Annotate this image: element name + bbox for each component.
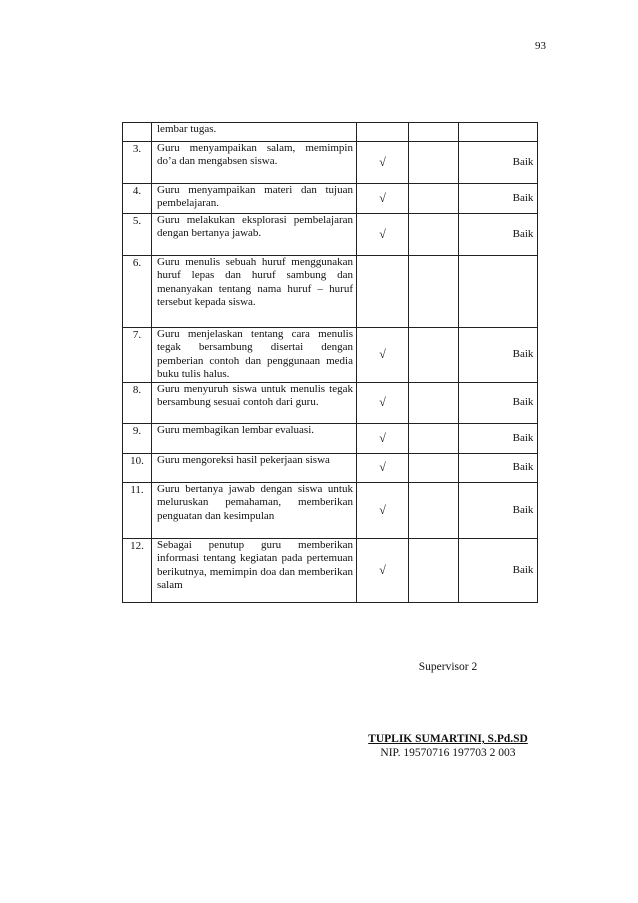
- row-check: √: [357, 184, 409, 214]
- signature-nip: NIP. 19570716 197703 2 003: [380, 747, 516, 759]
- table-row: [123, 256, 538, 328]
- row-remark: Baik: [459, 328, 538, 383]
- row-remark: Baik: [459, 454, 538, 483]
- table-row: [123, 328, 538, 383]
- row-remark: Baik: [459, 539, 538, 603]
- table-row: [123, 142, 538, 184]
- row-remark: Baik: [459, 214, 538, 256]
- table-row: [123, 539, 538, 603]
- row-check: √: [357, 142, 409, 184]
- row-check-empty: [409, 328, 459, 383]
- row-description: Guru mengoreksi hasil pekerjaan siswa: [152, 454, 357, 483]
- signature-name: TUPLIK SUMARTINI, S.Pd.SD: [368, 733, 528, 745]
- signature-label: Supervisor 2: [418, 661, 478, 673]
- row-check: √: [357, 454, 409, 483]
- table-row: [123, 184, 538, 214]
- row-description: Guru menyampaikan materi dan tujuan pembelajaran.: [152, 184, 357, 214]
- observation-table: [122, 122, 538, 603]
- table-row: [123, 383, 538, 424]
- row-number: 12.: [123, 539, 152, 603]
- row-check-empty: [409, 539, 459, 603]
- row-check: [357, 256, 409, 328]
- row-remark: Baik: [459, 184, 538, 214]
- row-description: Sebagai penutup guru memberikan informasi tentang kegiatan pada pertemuan berikutnya, memimpin doa dan memberikan salam: [152, 539, 357, 603]
- row-check-empty: [409, 123, 459, 142]
- row-check-empty: [409, 142, 459, 184]
- row-description: Guru menyuruh siswa untuk menulis tegak bersambung sesuai contoh dari guru.: [152, 383, 357, 424]
- table-row: [123, 214, 538, 256]
- row-remark: [459, 256, 538, 328]
- row-check: √: [357, 539, 409, 603]
- row-check-empty: [409, 256, 459, 328]
- row-description: Guru melakukan eksplorasi pembelajaran dengan bertanya jawab.: [152, 214, 357, 256]
- row-remark: [459, 123, 538, 142]
- row-check-empty: [409, 383, 459, 424]
- row-description: Guru membagikan lembar evaluasi.: [152, 424, 357, 454]
- row-check-empty: [409, 454, 459, 483]
- row-remark: Baik: [459, 424, 538, 454]
- row-check-empty: [409, 483, 459, 539]
- table-row: [123, 424, 538, 454]
- row-remark: Baik: [459, 142, 538, 184]
- row-check: √: [357, 483, 409, 539]
- row-check: √: [357, 328, 409, 383]
- page-number: 93: [535, 40, 546, 52]
- row-number: 7.: [123, 328, 152, 383]
- row-check: √: [357, 383, 409, 424]
- row-description: Guru bertanya jawab dengan siswa untuk meluruskan pemahaman, memberikan penguatan dan kesimpulan: [152, 483, 357, 539]
- row-number: 6.: [123, 256, 152, 328]
- row-number: 8.: [123, 383, 152, 424]
- row-check: √: [357, 424, 409, 454]
- row-remark: Baik: [459, 383, 538, 424]
- observation-table-body: [123, 123, 538, 603]
- row-number: 4.: [123, 184, 152, 214]
- row-check-empty: [409, 214, 459, 256]
- row-check-empty: [409, 424, 459, 454]
- table-row: [123, 483, 538, 539]
- row-number: [123, 123, 152, 142]
- row-number: 11.: [123, 483, 152, 539]
- table-row: [123, 123, 538, 142]
- row-check: √: [357, 214, 409, 256]
- row-number: 10.: [123, 454, 152, 483]
- row-check-empty: [409, 184, 459, 214]
- row-description: Guru menyampaikan salam, memimpin do’a dan mengabsen siswa.: [152, 142, 357, 184]
- row-remark: Baik: [459, 483, 538, 539]
- row-number: 5.: [123, 214, 152, 256]
- row-check: [357, 123, 409, 142]
- table-row: [123, 454, 538, 483]
- row-number: 3.: [123, 142, 152, 184]
- row-description: Guru menjelaskan tentang cara menulis tegak bersambung disertai dengan pemberian contoh dan penggunaan media buku tulis halus.: [152, 328, 357, 383]
- row-description: lembar tugas.: [152, 123, 357, 142]
- row-description: Guru menulis sebuah huruf menggunakan huruf lepas dan huruf sambung dan menanyakan tentang nama huruf – huruf tersebut kepada siswa.: [152, 256, 357, 328]
- row-number: 9.: [123, 424, 152, 454]
